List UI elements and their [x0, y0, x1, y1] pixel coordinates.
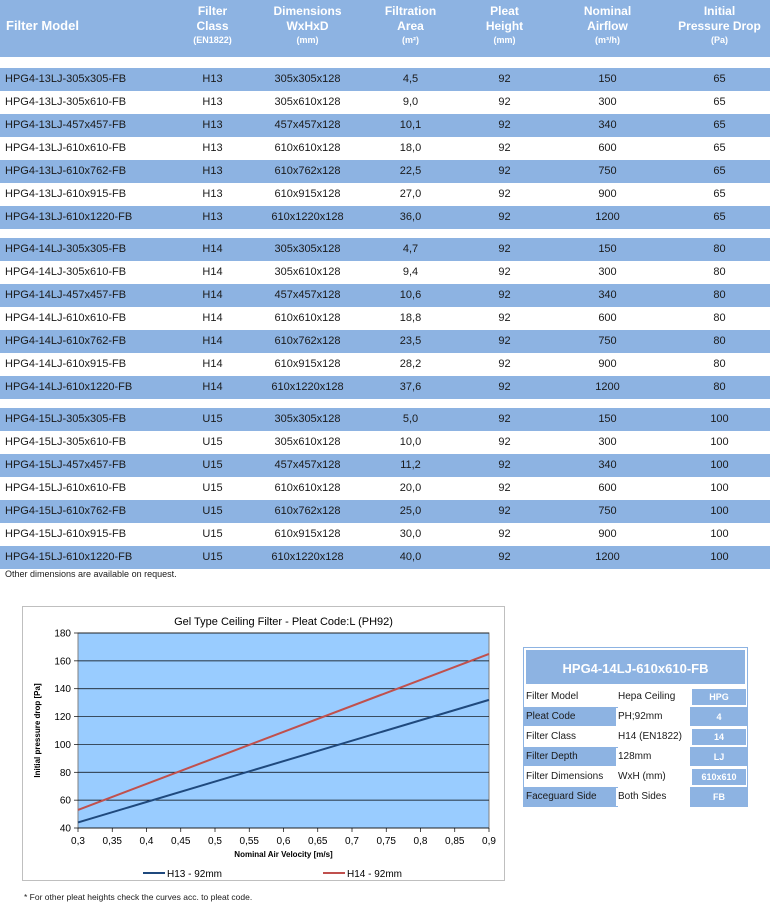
cell-drop: 100: [710, 551, 729, 563]
pleat-footnote: * For other pleat heights check the curves acc. to pleat code.: [24, 892, 253, 902]
cell-dims: 610x610x128: [274, 482, 341, 494]
cell-pleat: 92: [498, 335, 511, 347]
cell-model: HPG4-15LJ-610x915-FB: [5, 528, 127, 540]
header-dims-line2: WxHxD: [286, 19, 329, 33]
header-class: [175, 4, 250, 47]
cell-pleat: 92: [498, 505, 511, 517]
card-label: Filter Depth: [526, 751, 578, 762]
cell-area: 10,6: [399, 289, 422, 301]
cell-model: HPG4-15LJ-457x457-FB: [5, 459, 127, 471]
cell-class: H14: [202, 358, 223, 370]
card-rows: [524, 686, 747, 806]
header-area-unit: (m²): [402, 35, 419, 45]
cell-class: H13: [202, 165, 223, 177]
header-class-line1: Filter: [197, 4, 228, 18]
cell-class: H14: [202, 243, 223, 255]
table-row: [0, 68, 770, 91]
legend-label: H13 - 92mm: [167, 869, 223, 880]
cell-class: H14: [202, 312, 223, 324]
y-tick-label: 60: [59, 795, 71, 807]
cell-airflow: 600: [598, 142, 617, 154]
chart-svg: [23, 607, 506, 882]
y-tick-label: 80: [59, 767, 71, 779]
cell-dims: 610x762x128: [274, 335, 341, 347]
cell-class: H13: [202, 188, 223, 200]
card-label: Filter Model: [526, 691, 579, 702]
cell-model: HPG4-13LJ-457x457-FB: [5, 119, 127, 131]
table-row: [0, 477, 770, 500]
card-value: 128mm: [618, 747, 690, 767]
cell-airflow: 340: [598, 119, 617, 131]
cell-area: 18,0: [399, 142, 422, 154]
cell-area: 36,0: [399, 211, 422, 223]
header-pleat-line2: Height: [485, 19, 524, 33]
cell-dims: 305x610x128: [274, 266, 341, 278]
cell-pleat: 92: [498, 413, 511, 425]
cell-pleat: 92: [498, 436, 511, 448]
cell-class: U15: [202, 551, 223, 563]
x-tick-label: 0,75: [376, 836, 396, 847]
cell-model: HPG4-13LJ-305x610-FB: [5, 96, 127, 108]
table-row: [0, 454, 770, 477]
card-label: Filter Dimensions: [526, 771, 604, 782]
cell-dims: 305x305x128: [274, 73, 341, 85]
cell-drop: 65: [713, 211, 726, 223]
y-tick-label: 120: [54, 712, 71, 724]
cell-airflow: 900: [598, 528, 617, 540]
cell-dims: 610x915x128: [274, 528, 341, 540]
cell-class: H13: [202, 73, 223, 85]
cell-airflow: 900: [598, 358, 617, 370]
x-tick-label: 0,3: [71, 836, 85, 847]
cell-airflow: 600: [598, 312, 617, 324]
card-row: [524, 726, 747, 746]
cell-pleat: 92: [498, 211, 511, 223]
plot-area: [78, 633, 489, 828]
y-tick-label: 180: [54, 628, 71, 640]
cell-area: 25,0: [399, 505, 422, 517]
card-title: HPG4-14LJ-610x610-FB: [524, 648, 747, 686]
cell-pleat: 92: [498, 459, 511, 471]
cell-dims: 610x610x128: [274, 142, 341, 154]
cell-dims: 305x305x128: [274, 413, 341, 425]
cell-dims: 305x610x128: [274, 436, 341, 448]
cell-airflow: 150: [598, 243, 617, 255]
cell-pleat: 92: [498, 119, 511, 131]
cell-drop: 80: [713, 335, 726, 347]
cell-class: H14: [202, 289, 223, 301]
card-value: WxH (mm): [618, 771, 666, 782]
cell-dims: 610x915x128: [274, 358, 341, 370]
header-drop-line1: Initial: [703, 4, 736, 18]
cell-model: HPG4-13LJ-610x1220-FB: [5, 211, 133, 223]
card-row: [524, 786, 747, 806]
group-gap: [0, 229, 770, 238]
x-tick-label: 0,6: [276, 836, 291, 847]
cell-area: 4,5: [402, 73, 419, 85]
cell-class: H13: [202, 96, 223, 108]
cell-dims: 610x1220x128: [271, 551, 344, 563]
cell-model: HPG4-13LJ-610x915-FB: [5, 188, 127, 200]
cell-drop: 80: [713, 289, 726, 301]
header-dims-line1: Dimensions: [273, 4, 342, 18]
legend-label: H14 - 92mm: [347, 869, 403, 880]
card-code: 610x610: [692, 769, 746, 785]
header-dims: [255, 4, 360, 47]
cell-airflow: 1200: [595, 551, 620, 563]
header-airflow-line1: Nominal: [583, 4, 632, 18]
cell-airflow: 750: [598, 505, 617, 517]
header-dims-unit: (mm): [296, 35, 319, 45]
cell-airflow: 1200: [595, 381, 620, 393]
table-row: [0, 500, 770, 523]
cell-class: H13: [202, 142, 223, 154]
cell-pleat: 92: [498, 289, 511, 301]
header-area-line1: Filtration: [384, 4, 437, 18]
chart-title: Gel Type Ceiling Filter - Pleat Code:L (PH92): [174, 616, 393, 628]
cell-model: HPG4-15LJ-610x762-FB: [5, 505, 127, 517]
cell-class: U15: [202, 505, 223, 517]
cell-area: 37,6: [399, 381, 422, 393]
cell-model: HPG4-14LJ-305x305-FB: [5, 243, 127, 255]
table-row: [0, 353, 770, 376]
cell-drop: 100: [710, 459, 729, 471]
x-tick-label: 0,8: [413, 836, 428, 847]
cell-class: H13: [202, 211, 223, 223]
cell-model: HPG4-14LJ-610x762-FB: [5, 335, 127, 347]
cell-class: U15: [202, 459, 223, 471]
table-row: [0, 206, 770, 229]
table-row: [0, 160, 770, 183]
cell-area: 9,4: [402, 266, 419, 278]
cell-model: HPG4-15LJ-610x610-FB: [5, 482, 127, 494]
x-tick-label: 0,45: [171, 836, 191, 847]
x-axis-title: Nominal Air Velocity [m/s]: [234, 850, 333, 859]
cell-pleat: 92: [498, 528, 511, 540]
cell-area: 9,0: [402, 96, 419, 108]
x-tick-label: 0,5: [208, 836, 222, 847]
cell-airflow: 300: [598, 96, 617, 108]
cell-airflow: 150: [598, 413, 617, 425]
cell-pleat: 92: [498, 243, 511, 255]
cell-drop: 100: [710, 482, 729, 494]
cell-model: HPG4-15LJ-305x305-FB: [5, 413, 127, 425]
header-model: Filter Model: [6, 18, 79, 33]
cell-area: 28,2: [399, 358, 422, 370]
cell-drop: 100: [710, 413, 729, 425]
table-row: [0, 307, 770, 330]
header-pleat-line1: Pleat: [490, 4, 519, 18]
cell-dims: 457x457x128: [274, 459, 341, 471]
cell-airflow: 340: [598, 459, 617, 471]
cell-drop: 65: [713, 142, 726, 154]
table-body: [0, 68, 770, 569]
table-row: [0, 91, 770, 114]
cell-pleat: 92: [498, 381, 511, 393]
card-value: H14 (EN1822): [618, 731, 682, 742]
cell-model: HPG4-14LJ-610x915-FB: [5, 358, 127, 370]
cell-drop: 65: [713, 188, 726, 200]
x-tick-label: 0,65: [308, 836, 328, 847]
availability-note: Other dimensions are available on request.: [5, 569, 177, 579]
cell-area: 4,7: [402, 243, 419, 255]
group-gap: [0, 399, 770, 408]
cell-dims: 610x915x128: [274, 188, 341, 200]
cell-dims: 610x1220x128: [271, 211, 344, 223]
cell-airflow: 750: [598, 335, 617, 347]
cell-area: 10,0: [399, 436, 422, 448]
card-row: [524, 706, 747, 726]
header-spacer: [0, 57, 770, 68]
cell-class: U15: [202, 528, 223, 540]
cell-pleat: 92: [498, 551, 511, 563]
table-row: [0, 137, 770, 160]
cell-class: U15: [202, 413, 223, 425]
cell-area: 11,2: [400, 459, 421, 471]
x-tick-label: 0,7: [345, 836, 359, 847]
cell-drop: 65: [713, 73, 726, 85]
cell-dims: 610x762x128: [274, 165, 341, 177]
header-area: [368, 4, 453, 47]
header-airflow: [550, 4, 665, 47]
cell-area: 23,5: [399, 335, 422, 347]
table-row: [0, 546, 770, 569]
cell-airflow: 1200: [595, 211, 620, 223]
header-drop: [672, 4, 767, 47]
x-tick-label: 0,4: [139, 836, 154, 847]
header-area-line2: Area: [397, 19, 424, 33]
pressure-drop-chart: [22, 606, 505, 881]
table-row: [0, 330, 770, 353]
card-label: Pleat Code: [526, 711, 576, 722]
cell-model: HPG4-14LJ-457x457-FB: [5, 289, 127, 301]
cell-pleat: 92: [498, 482, 511, 494]
cell-area: 40,0: [399, 551, 422, 563]
cell-drop: 65: [713, 119, 726, 131]
cell-airflow: 300: [598, 436, 617, 448]
y-tick-label: 40: [59, 823, 71, 835]
cell-class: H14: [202, 335, 223, 347]
cell-pleat: 92: [498, 165, 511, 177]
cell-model: HPG4-15LJ-610x1220-FB: [5, 551, 133, 563]
card-code: HPG: [692, 689, 746, 705]
cell-model: HPG4-13LJ-610x610-FB: [5, 142, 127, 154]
y-tick-label: 140: [54, 684, 71, 696]
cell-model: HPG4-14LJ-305x610-FB: [5, 266, 127, 278]
card-value: PH;92mm: [618, 707, 690, 727]
cell-model: HPG4-15LJ-305x610-FB: [5, 436, 127, 448]
cell-airflow: 150: [598, 73, 617, 85]
table-row: [0, 408, 770, 431]
cell-pleat: 92: [498, 358, 511, 370]
cell-drop: 100: [710, 528, 729, 540]
cell-drop: 65: [713, 96, 726, 108]
table-row: [0, 523, 770, 546]
cell-dims: 610x762x128: [274, 505, 341, 517]
x-tick-label: 0,35: [102, 836, 122, 847]
cell-area: 30,0: [399, 528, 422, 540]
x-tick-label: 0,9: [482, 836, 496, 847]
cell-class: U15: [202, 482, 223, 494]
y-axis-title: Initial pressure drop [Pa]: [33, 683, 42, 778]
x-tick-label: 0,55: [239, 836, 259, 847]
cell-area: 18,8: [399, 312, 422, 324]
cell-class: H13: [202, 119, 223, 131]
table-row: [0, 261, 770, 284]
header-pleat: [467, 4, 542, 47]
header-drop-line2: Pressure Drop: [678, 19, 761, 33]
cell-area: 10,1: [399, 119, 422, 131]
cell-class: U15: [202, 436, 223, 448]
cell-airflow: 750: [598, 165, 617, 177]
cell-airflow: 600: [598, 482, 617, 494]
cell-dims: 610x1220x128: [271, 381, 344, 393]
card-code: FB: [692, 789, 746, 805]
cell-drop: 100: [710, 436, 729, 448]
card-code: 4: [692, 709, 746, 725]
card-label: Filter Class: [526, 731, 577, 742]
header-class-unit: (EN1822): [193, 35, 232, 45]
y-tick-label: 100: [54, 739, 71, 751]
cell-drop: 80: [713, 312, 726, 324]
card-label: Faceguard Side: [526, 791, 597, 802]
table-row: [0, 238, 770, 261]
cell-pleat: 92: [498, 73, 511, 85]
table-row: [0, 431, 770, 454]
card-code: 14: [692, 729, 746, 745]
cell-area: 20,0: [399, 482, 422, 494]
card-row: [524, 746, 747, 766]
cell-dims: 305x610x128: [274, 96, 341, 108]
x-tick-label: 0,85: [445, 836, 465, 847]
cell-drop: 80: [713, 358, 726, 370]
header-airflow-unit: (m³/h): [595, 35, 620, 45]
header-pleat-unit: (mm): [493, 35, 516, 45]
card-row: [524, 766, 747, 786]
cell-dims: 457x457x128: [274, 119, 341, 131]
cell-airflow: 300: [598, 266, 617, 278]
table-row: [0, 114, 770, 137]
header-drop-unit: (Pa): [710, 35, 728, 45]
cell-pleat: 92: [498, 188, 511, 200]
table-header: [0, 0, 770, 57]
cell-pleat: 92: [498, 96, 511, 108]
y-tick-label: 160: [54, 656, 71, 668]
cell-airflow: 900: [598, 188, 617, 200]
cell-class: H14: [202, 266, 223, 278]
header-class-line2: Class: [196, 19, 229, 33]
cell-drop: 80: [713, 243, 726, 255]
cell-class: H14: [202, 381, 223, 393]
cell-area: 5,0: [402, 413, 419, 425]
cell-dims: 305x305x128: [274, 243, 341, 255]
cell-area: 27,0: [399, 188, 422, 200]
cell-model: HPG4-14LJ-610x1220-FB: [5, 381, 133, 393]
cell-model: HPG4-13LJ-610x762-FB: [5, 165, 127, 177]
table-row: [0, 284, 770, 307]
cell-dims: 610x610x128: [274, 312, 341, 324]
cell-pleat: 92: [498, 266, 511, 278]
cell-drop: 80: [713, 266, 726, 278]
cell-dims: 457x457x128: [274, 289, 341, 301]
cell-drop: 80: [713, 381, 726, 393]
cell-airflow: 340: [598, 289, 617, 301]
cell-drop: 100: [710, 505, 729, 517]
table-row: [0, 376, 770, 399]
cell-drop: 65: [713, 165, 726, 177]
cell-area: 22,5: [399, 165, 422, 177]
product-code-card: [523, 647, 748, 807]
card-value: Both Sides: [618, 787, 690, 807]
card-value: Hepa Ceiling: [618, 691, 676, 702]
table-row: [0, 183, 770, 206]
cell-model: HPG4-13LJ-305x305-FB: [5, 73, 127, 85]
card-code: LJ: [692, 749, 746, 765]
cell-pleat: 92: [498, 142, 511, 154]
header-airflow-line2: Airflow: [587, 19, 628, 33]
card-row: [524, 686, 747, 706]
cell-model: HPG4-14LJ-610x610-FB: [5, 312, 127, 324]
cell-pleat: 92: [498, 312, 511, 324]
